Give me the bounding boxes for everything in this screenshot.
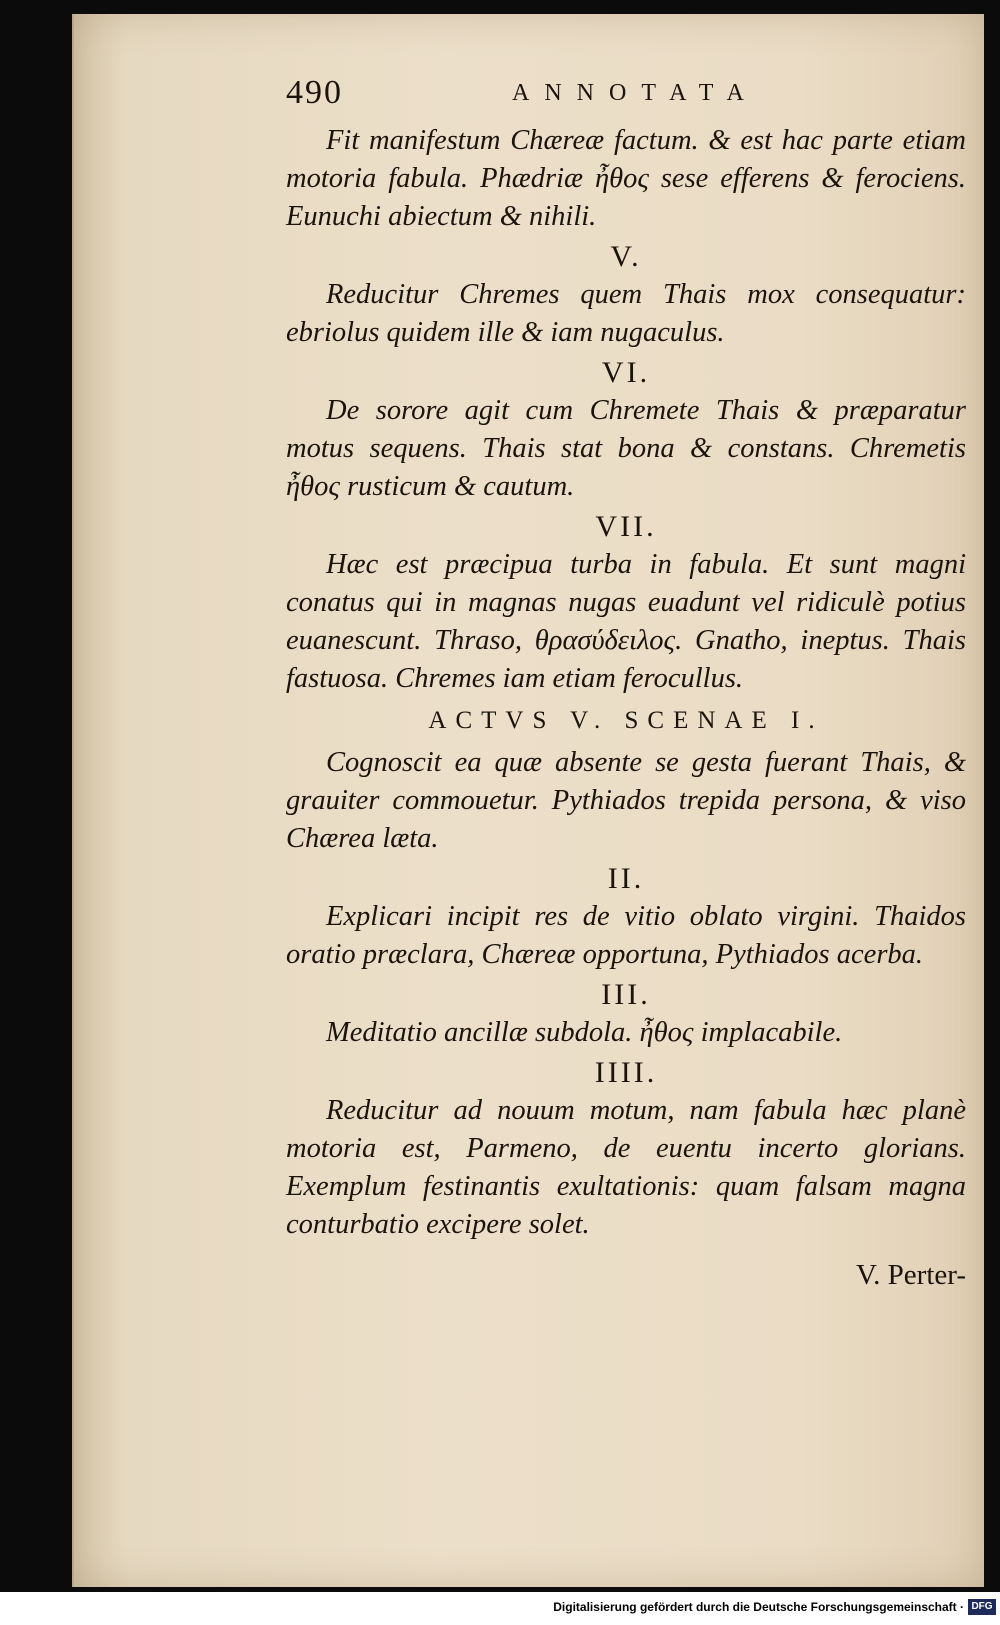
page-number: 490 xyxy=(286,74,343,111)
act-section-heading-iiii: IIII. xyxy=(594,1056,658,1089)
act-section-text-ii: Explicari incipit res de vitio oblato virgini. Thaidos oratio præclara, Chæreæ opportuna, Pythiados acerba. xyxy=(286,901,966,970)
section-heading-v: V. xyxy=(610,240,642,273)
book-page xyxy=(72,14,984,1587)
opening-paragraph: Fit manifestum Chæreæ factum. & est hac parte etiam motoria fabula. Phædriæ ἦθος sese efferens & ferociens. Eunuchi abiectum & nihili. xyxy=(286,125,966,232)
act-section-text-iii: Meditatio ancillæ subdola. ἦθος implacabile. xyxy=(326,1017,843,1048)
digitization-footer xyxy=(0,1592,1000,1625)
act-section-heading-ii: II. xyxy=(607,862,645,895)
funding-credit: Digitalisierung gefördert durch die Deutsche Forschungsgemeinschaft · xyxy=(553,1600,964,1614)
catchword: V. Perter- xyxy=(855,1259,966,1291)
section-text-vi: De sorore agit cum Chremete Thais & præparatur motus sequens. Thais stat bona & constans. Chremetis ἦθος rusticum & cautum. xyxy=(286,395,966,502)
section-text-vii: Hæc est præcipua turba in fabula. Et sunt magni conatus qui in magnas nugas euadunt vel ridiculè potius euanescunt. Thraso, θρασύδειλος. Gnatho, ineptus. Thais fastuosa. Chremes iam etiam ferocullus. xyxy=(286,549,966,694)
act-intro-text: Cognoscit ea quæ absente se gesta fuerant Thais, & grauiter commouetur. Pythiados trepida persona, & viso Chærea læta. xyxy=(286,747,966,854)
section-text-v: Reducitur Chremes quem Thais mox consequatur: ebriolus quidem ille & iam nugaculus. xyxy=(286,279,966,348)
section-heading-vii: VII. xyxy=(595,510,657,543)
act-heading: ACTVS V. SCENAE I. xyxy=(428,707,824,734)
act-section-heading-iii: III. xyxy=(601,978,651,1011)
section-heading-vi: VI. xyxy=(601,356,651,389)
annotation-text xyxy=(286,122,966,1294)
dfg-logo-icon: DFG xyxy=(968,1599,996,1615)
act-section-text-iiii: Reducitur ad nouum motum, nam fabula hæc planè motoria est, Parmeno, de euentu incerto glorians. Exemplum festinantis exultationis: quam falsam magna conturbatio excipere solet. xyxy=(286,1095,966,1240)
running-title: ANNOTATA xyxy=(512,80,759,106)
running-head xyxy=(74,74,984,114)
